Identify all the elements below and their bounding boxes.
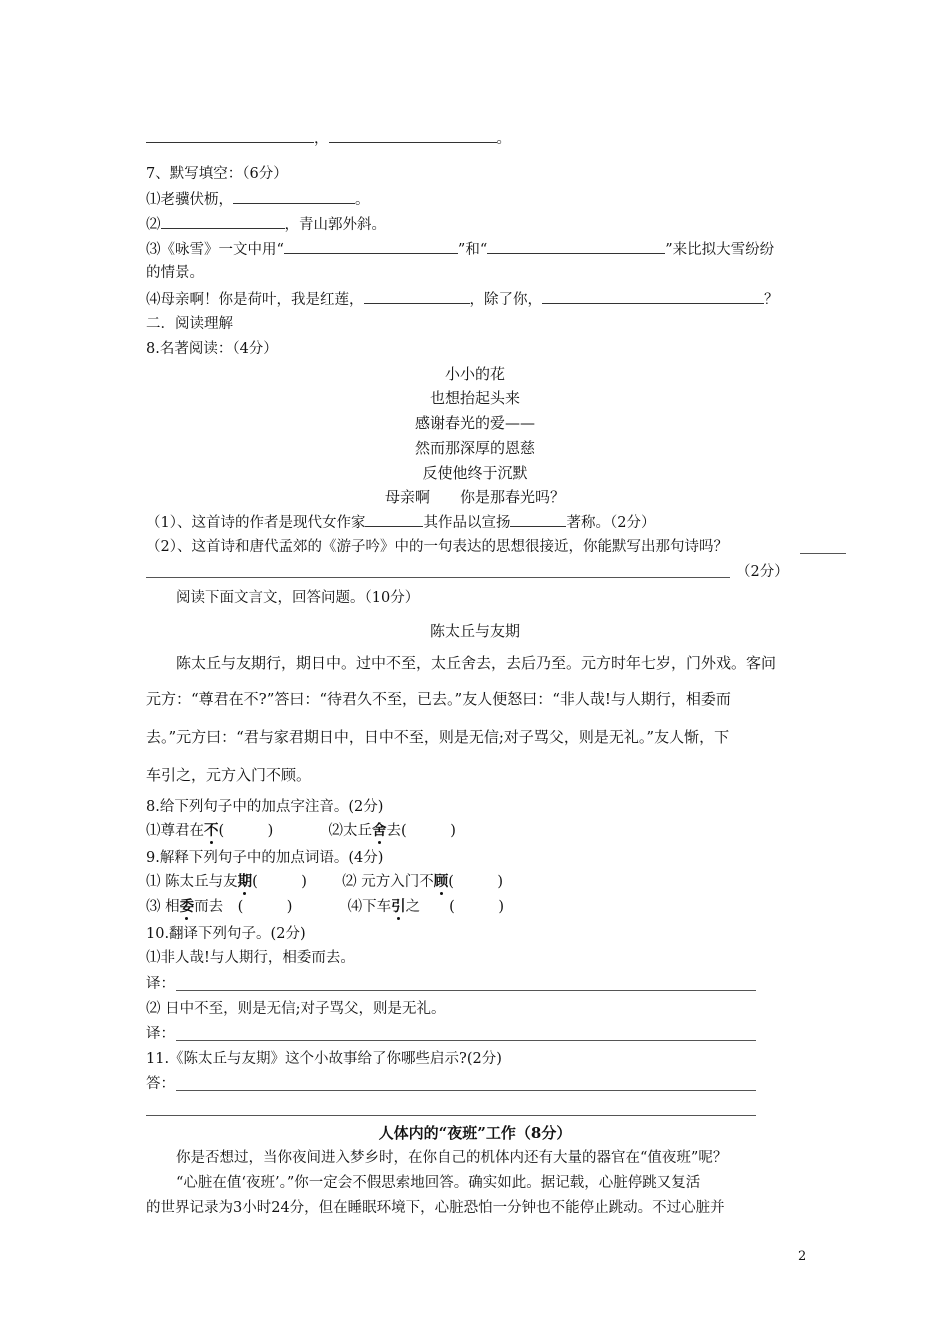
poem-line: 也想抬起头来 [429,389,520,407]
answer-paren[interactable]: 去( ) [386,823,456,839]
classical-line: 去。”元方曰：“君与家君期日中，日中不至，则是无信;对子骂父，则是无礼。”友人惭，下 [146,728,730,746]
q8a-sub-2-score: （2分） [736,564,789,580]
q7-item-2: ⑵ ，青山郭外斜。 [146,214,386,235]
q10-sentence-1: ⑴非人哉!与人期行，相委而去。 [146,950,355,966]
answer-paren[interactable]: 而去 ( ) [194,899,293,915]
q10-title: 10.翻译下列句子。(2分) [146,926,306,942]
blank[interactable] [329,128,497,143]
dotted-char: 顾 [433,873,449,890]
blank[interactable] [146,128,314,143]
dotted-char: 期 [237,873,253,890]
top-blank-line: ， 。 [146,128,511,149]
blank[interactable] [161,214,285,229]
q9-row-2: ⑶ 相委而去 ( ) ⑷下车引之 ( ) [146,898,504,915]
blank[interactable] [487,239,665,254]
q8a-sub-1: （1）、这首诗的作者是现代女作家 其作品以宣扬 著称。（2分） [146,512,655,533]
article-line: “心脏在值‘夜班’。”你一定会不假思索地回答。确实如此。据记载，心脏停跳又复活 [176,1175,701,1191]
blank[interactable] [233,189,355,204]
page-number: 2 [798,1249,807,1264]
classical-line: 陈太丘与友期行，期日中。过中不至，太丘舍去，去后乃至。元方时年七岁，门外戏。客问 [176,654,777,672]
q8a-title: 8.名著阅读：（4分） [146,341,278,357]
poem-line: 小小的花 [444,365,505,383]
answer-line[interactable] [146,1115,756,1116]
dotted-char: 委 [179,898,195,915]
answer-paren[interactable]: 之 ( ) [405,899,504,915]
q10-sentence-2: ⑵ 日中不至，则是无信;对子骂父，则是无礼。 [146,1001,446,1017]
section-heading: 二．阅读理解 [146,316,233,332]
answer-line[interactable] [800,553,846,554]
dotted-char: 舍 [372,822,387,839]
article-line: 你是否想过，当你夜间进入梦乡时，在你自己的机体内还有大量的器官在“值夜班”呢？ [176,1150,728,1166]
q9-row-1: ⑴ 陈太丘与友期( ) ⑵ 元方入门不顾( ) [146,873,504,890]
q10-translate-label: 译： [146,976,175,992]
q7-item-3: ⑶《咏雪》一文中用“ ”和“ ”来比拟大雪纷纷 [146,239,774,260]
q11-title: 11.《陈太丘与友期》这个小故事给了你哪些启示?(2分) [146,1051,502,1067]
classical-title: 陈太丘与友期 [429,622,520,640]
article-line: 的世界记录为3小时24分，但在睡眠环境下，心脏恐怕一分钟也不能停止跳动。不过心脏并 [146,1200,725,1216]
answer-line[interactable] [176,1040,756,1041]
answer-line[interactable] [146,577,730,578]
q7-title: 7、默写填空：（6分） [146,166,288,182]
classical-line: 车引之，元方入门不顾。 [146,766,312,784]
q7-item-3-cont: 的情景。 [146,265,204,281]
answer-line[interactable] [176,990,756,991]
answer-paren[interactable]: ( ) [252,874,307,890]
q8a-sub-2: （2）、这首诗和唐代孟郊的《游子吟》中的一句表达的思想很接近，你能默写出那句诗吗？ [146,539,728,555]
answer-line[interactable] [176,1090,756,1091]
answer-paren[interactable]: ( ) [218,823,274,839]
q11-answer-label: 答： [146,1076,175,1092]
q9-title: 9.解释下列句子中的加点词语。(4分) [146,850,384,866]
dotted-char: 不 [204,822,219,839]
classical-intro: 阅读下面文言文，回答问题。（10分） [176,590,420,606]
blank[interactable] [542,289,764,304]
q7-item-4: ⑷母亲啊！你是荷叶，我是红莲， ，除了你， ？ [146,289,779,310]
q8b-items: ⑴尊君在不( ) ⑵太丘舍去( ) [146,822,456,839]
poem-line: 然而那深厚的恩慈 [414,439,535,457]
blank[interactable] [365,512,423,527]
blank[interactable] [510,512,566,527]
q8b-title: 8.给下列句子中的加点字注音。(2分) [146,799,384,815]
q7-item-1: ⑴老骥伏枥， 。 [146,189,370,210]
q10-translate-label: 译： [146,1026,175,1042]
article-title: 人体内的“夜班”工作（8分） [378,1124,572,1142]
poem-line: 感谢春光的爱—— [414,414,535,432]
poem-line: 母亲啊 你是那春光吗？ [384,488,565,506]
classical-line: 元方：“尊君在不?”答曰：“待君久不至，已去。”友人便怒曰：“非人哉!与人期行，相委而 [146,690,731,708]
answer-paren[interactable]: ( ) [448,874,504,890]
blank[interactable] [364,289,470,304]
blank[interactable] [284,239,458,254]
poem-line: 反使他终于沉默 [422,464,528,482]
dotted-char: 引 [391,898,406,915]
